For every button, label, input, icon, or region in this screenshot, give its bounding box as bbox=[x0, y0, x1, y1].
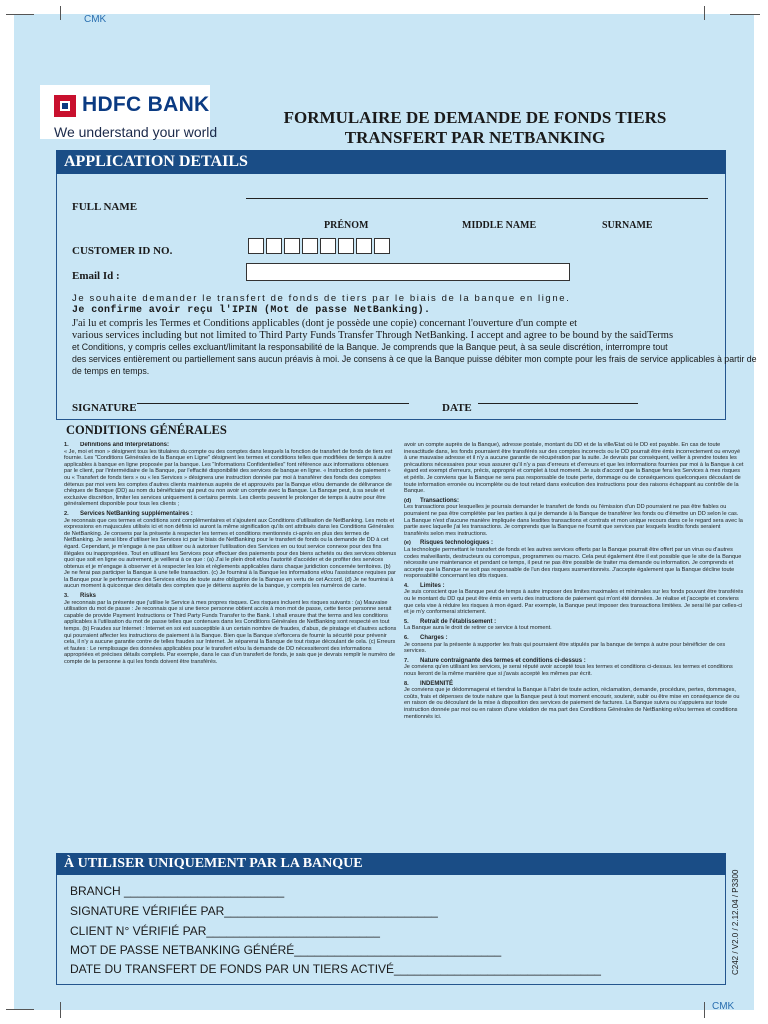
customer-id-label: CUSTOMER ID NO. bbox=[72, 245, 173, 257]
condition-item: 4. Limites : Je suis conscient que la Banque peut de temps à autre imposer des limites maximales et minimales sur les fonds pouvant être transférés ou le montant du DD qui peut être émis en vertu des instructions de paiement qui m'ont été données. Je réalise et j'accepte et conviens que cela vise à réduire les risques à mon égard. Par exemple, la Banque peut imposer des transactions limitées. Je serai lié par celles-ci et je m'y conformerai strictement. bbox=[404, 582, 744, 616]
surname-label: SURNAME bbox=[602, 220, 653, 231]
conditions-right-column bbox=[404, 442, 744, 846]
conditions-title: CONDITIONS GÉNÉRALES bbox=[66, 423, 227, 437]
declaration-line: various services including but not limited to Third Party Funds Transfer Through NetBanking. I accept and agree to be bound by the saidTerms bbox=[72, 330, 674, 341]
form-title-line2: TRANSFERT PAR NETBANKING bbox=[344, 128, 606, 147]
crop-mark bbox=[704, 1002, 705, 1018]
customer-id-box[interactable] bbox=[320, 238, 336, 254]
password-generated-field[interactable]: MOT DE PASSE NETBANKING GÉNÉRÉ_______________________________ bbox=[70, 943, 502, 957]
date-label: DATE bbox=[442, 402, 472, 414]
crop-mark bbox=[6, 1009, 34, 1010]
email-label: Email Id : bbox=[72, 270, 120, 282]
signature-verified-field[interactable]: SIGNATURE VÉRIFIÉE PAR________________________________ bbox=[70, 904, 438, 918]
date-field[interactable] bbox=[478, 403, 638, 404]
crop-mark bbox=[6, 14, 34, 15]
bank-use-header: À UTILISER UNIQUEMENT PAR LA BANQUE bbox=[56, 853, 726, 875]
condition-item: 2. Services NetBanking supplémentaires : Je reconnais que ces termes et conditions sont complémentaires et s'ajoutent aux Conditions d'utilisation de NetBanking. Les mots et expressions en majuscules utilisés ici et non définis ici auront la même signification qu'ils ont attribués dans les Conditions Générales de NetBanking. Je consens par la présente à respecter les termes et conditions mentionnés ci-après en plus des termes de NetBanking. Je serai libre d'utiliser les Services ici par le biais de NetBanking pour le transfert de fonds ou la demande de DD à cet égard. Cependant, je m'engage à ne pas utiliser ou à autoriser l'utilisation des Services en ou tout service connexe pour des fins illégales ou inappropriées. Tout en utilisant les Services pour effectuer des paiements pour des biens achetés ou des services obtenus quoi que soit en ligne ou autrement, je veillerai à ce que : (a) J'ai le plein droit et/ou l'autorité d'accéder et de profiter des services obtenus et je m'engage à observer et à respecter les lois et règlements applicables dans chaque juridiction concernée territoires. (b) Je ne ferai pas participer la Banque à une telle transaction. (c) Je fournirai à la Banque les informations et/ou l'assistance requises par la Banque pour le performance des Services et/ou de toute autre obligation de la Banque en vertu de cet Accord. (d) Je ne fournirai à aucun moment à quiconque des détails des comptes que je détiens auprès de la banque, y compris les numéros de carte. bbox=[64, 510, 397, 590]
signature-field[interactable] bbox=[137, 403, 409, 404]
declaration-line: de temps en temps. bbox=[72, 366, 150, 376]
application-panel bbox=[56, 150, 726, 420]
condition-item: (e) Risques technologiques : La technologie permettant le transfert de fonds et les autres services offerts par la Banque pourrait être offert par un virus ou d'autres codes malveillants, destructeurs ou corrompus, programmes ou macro. Cela peut également être il est possible que le site de la Banque nécessite une maintenance et pendant ce temps, il peut ne pas être possible de traiter ma demande ou information. Je comprends et accepte que la Banque ne soit pas responsable de l'un des risques susmentionnés. J'accepte également que la Banque décline toute responsabilité concernant les dits risques. bbox=[404, 540, 742, 580]
declaration-line: J'ai lu et compris les Termes et Conditions applicables (dont je possède une copie) concernant l'ouverture d'un compte et bbox=[72, 318, 578, 329]
middle-name-label: MIDDLE NAME bbox=[462, 220, 537, 231]
cmk-mark-bottom: CMK bbox=[712, 1001, 735, 1012]
brand-tagline: We understand your world bbox=[54, 124, 218, 140]
condition-item: avoir un compte auprès de la Banque), adresse postale, montant du DD et de la ville/État où le DD est payable. En cas de toute inexactitude dans, les fonds pourraient être transférés sur des comptes incorrects ou le DD pourrait être émis incorrectement ou envoyé à une mauvaise adresse et il n'y a aucune garantie de récupération par la suite. Je devrais par conséquent, veiller à prendre toutes les précautions nécessaires pour vous assurer qu'il n'y a pas d'erreurs et d'erreurs et que les informations fournies par moi à la Banque à cet égard est exempt d'erreurs, précis, approprié et complet à tout moment. Je suis d'accord que la Banque fera les Services à mes risques et périls. Je conviens que la Banque ne sera pas responsable de toute perte, dommage ou de conséquences quelconques découlant de toute information erronée ou incomplète ou de tout retard dans exécution des instructions pour des raisons échappant au contrôle de la Banque. bbox=[404, 442, 744, 495]
condition-item: 8. INDEMNITÉ Je conviens que je dédommagerai et tiendrai la Banque à l'abri de toute action, réclamation, demande, procédure, pertes, dommages, coûts, frais et dépenses de toute nature que la Banque peut à tout moment encourir, soutenir, subir ou être mise en conséquence de ou en raison de ou découlant de la mise à disposition des services de paiement de factures. La Banque suivra ou s'appuiera sur toute instruction donnée par moi ou en raison d'une violation de ma part des Conditions Générales de NetBanking et/ou termes et conditions mentionnés ici. bbox=[404, 680, 740, 720]
email-field[interactable] bbox=[246, 263, 570, 281]
declaration-line: Je souhaite demander le transfert de fonds de tiers par le biais de la banque en ligne. bbox=[72, 293, 571, 304]
condition-item: 6. Charges : Je consens par la présente à supporter les frais qui pourraient être stipulés par la banque de temps à autre pour bénéficier de ces services. bbox=[404, 635, 726, 655]
declaration-line: Je confirme avoir reçu l'IPIN (Mot de passe NetBanking). bbox=[72, 305, 431, 316]
condition-item: (d) Transactions: Les transactions pour lesquelles je pourrais demander le transfert de fonds ou l'émission d'un DD pourraient ne pas être fiables ou pourraient ne pas être complétée par les parties à qui je demande à la Banque de transférer les fonds ou d'émettre un DD selon le cas. La Banque n'est d'aucune manière impliquée dans lesdites transactions et contrats et mon unique recours dans ce le regard sera avec la partie avec laquelle j'ai les transactions. Je comprends que la Banque ne fournit que services par lesquels lesdits fonds seraient transférés selon mes instructions. bbox=[404, 497, 743, 537]
prenom-label: PRÉNOM bbox=[324, 220, 369, 231]
hdfc-logo-icon bbox=[54, 95, 76, 117]
conditions-left-column bbox=[64, 442, 398, 846]
crop-mark bbox=[730, 14, 760, 15]
customer-id-box[interactable] bbox=[248, 238, 264, 254]
full-name-field[interactable] bbox=[246, 198, 708, 199]
form-code: C242 / V2.0 / 2.12.04 / P3300 bbox=[731, 869, 740, 975]
condition-item: 5. Retrait de l'établissement : La Banque aura le droit de retirer ce service à tout moment. bbox=[404, 618, 552, 632]
cmk-mark-top: CMK bbox=[84, 14, 107, 25]
brand-name: HDFC BANK bbox=[82, 93, 210, 116]
branch-field[interactable]: BRANCH ________________________ bbox=[70, 884, 285, 898]
full-name-label: FULL NAME bbox=[72, 201, 138, 213]
customer-id-box[interactable] bbox=[338, 238, 354, 254]
signature-label: SIGNATURE bbox=[72, 402, 137, 414]
customer-id-box[interactable] bbox=[284, 238, 300, 254]
form-title-line1: FORMULAIRE DE DEMANDE DE FONDS TIERS bbox=[283, 108, 667, 127]
declaration-line: des services entièrement ou partiellement sans aucun préavis à moi. Je consens à ce que la Banque puisse débiter mon compte pour les frais de service applicables à partir de bbox=[72, 354, 757, 364]
crop-mark bbox=[60, 1002, 61, 1018]
customer-id-box[interactable] bbox=[374, 238, 390, 254]
condition-item: 7. Nature contraignante des termes et conditions ci-dessus : Je conviens qu'en utilisant les services, je serai réputé avoir accepté tous les termes et conditions ci-dessus. les termes et conditions nous lieront de la même manière que si j'avais accepté les mêmes par écrit. bbox=[404, 657, 733, 677]
condition-item: 3. Risks Je reconnais par la présente que j'utilise le Service à mes propres risques. Ces risques incluent les risques suivants : (a) Mauvaise utilisation du mot de passe : Je reconnais que si une tierce personne obtient accès à mon mot de passe, cette tierce personne serait capable de provide Payment Instructions or Third Party Funds Transfer to the Bank. I shall ensure that the terms and les conditions applicables à l'utilisation du mot de passe telles que contenues dans les Conditions Générales de NetBanking sont respecté en tout temps. (b) Fraudes sur Internet : Internet en soi est susceptible à un certain nombre de fraudes, d'abus, de piratage et d'autres actions qui pourraient affecter les instructions de paiement à la Banque. Bien que la Banque s'efforcera de fournir la sécurité pour prévenir cela, il n'y a aucune garantie contre de telles fraudes sur Internet. Je séparerai la Banque de tout risque découlant de cela. (c) Erreurs et fautes : Le remplissage des données applicables pour le transfert et/ou la demande de DD nécessiteront des informations appropriées et précises détails complets. Par exemple, dans le cas d'un transfert de fonds, je sais que je devrais remplir le numéro de compte de la personne à qui les fonds doivent être transférés. bbox=[64, 593, 397, 665]
application-details-header: APPLICATION DETAILS bbox=[56, 150, 726, 174]
client-verified-field[interactable]: CLIENT N° VÉRIFIÉ PAR__________________________ bbox=[70, 924, 380, 938]
customer-id-box[interactable] bbox=[356, 238, 372, 254]
customer-id-box[interactable] bbox=[266, 238, 282, 254]
transfer-activated-date-field[interactable]: DATE DU TRANSFERT DE FONDS PAR UN TIERS ACTIVÉ_______________________________ bbox=[70, 962, 601, 976]
crop-mark bbox=[704, 6, 705, 20]
customer-id-box[interactable] bbox=[302, 238, 318, 254]
condition-item: 1. Definitions and Interpretations: « Je, moi et mon » désignent tous les titulaires du compte ou des comptes dans lesquels la fonction de transfert de fonds de tiers est fournie. Les "Conditions Générales de la Banque en Ligne" désignent les termes et conditions telles que modifiées de temps à autre applicables à banque en ligne proposée par la banque. Les "Informations Confidentielles" font référence aux informations obtenues par le client, par l'intermédiaire de la Banque, par l'effacité disponibilité des services de banque en ligne. « Instruction de paiement » ou « Transfert de fonds tiers » ou « les Services » désignera une instruction donnée par moi à transférer des fonds des comptes détenus par moi vers les comptes d'autres clients maintenus auprès de et approuvés par la Banque et/ou demande de délivrance de chèques de Banque (DD) au nom du bénéficiaire qui peut ou non avoir un compte avec la Banque. La Banque peut, à sa seule et exclusive discrétion, limiter les services uniquement à certains permis. Les clients peuvent le prolonger de temps à autre pour être généralement disponible pour tous les clients ; bbox=[64, 442, 393, 508]
declaration-line: et Conditions, y compris celles excluant/limitant la responsabilité de la Banque. Je comprends que la Banque peut, à sa seule discrétion, interrompre tout bbox=[72, 342, 668, 352]
crop-mark bbox=[60, 6, 61, 20]
